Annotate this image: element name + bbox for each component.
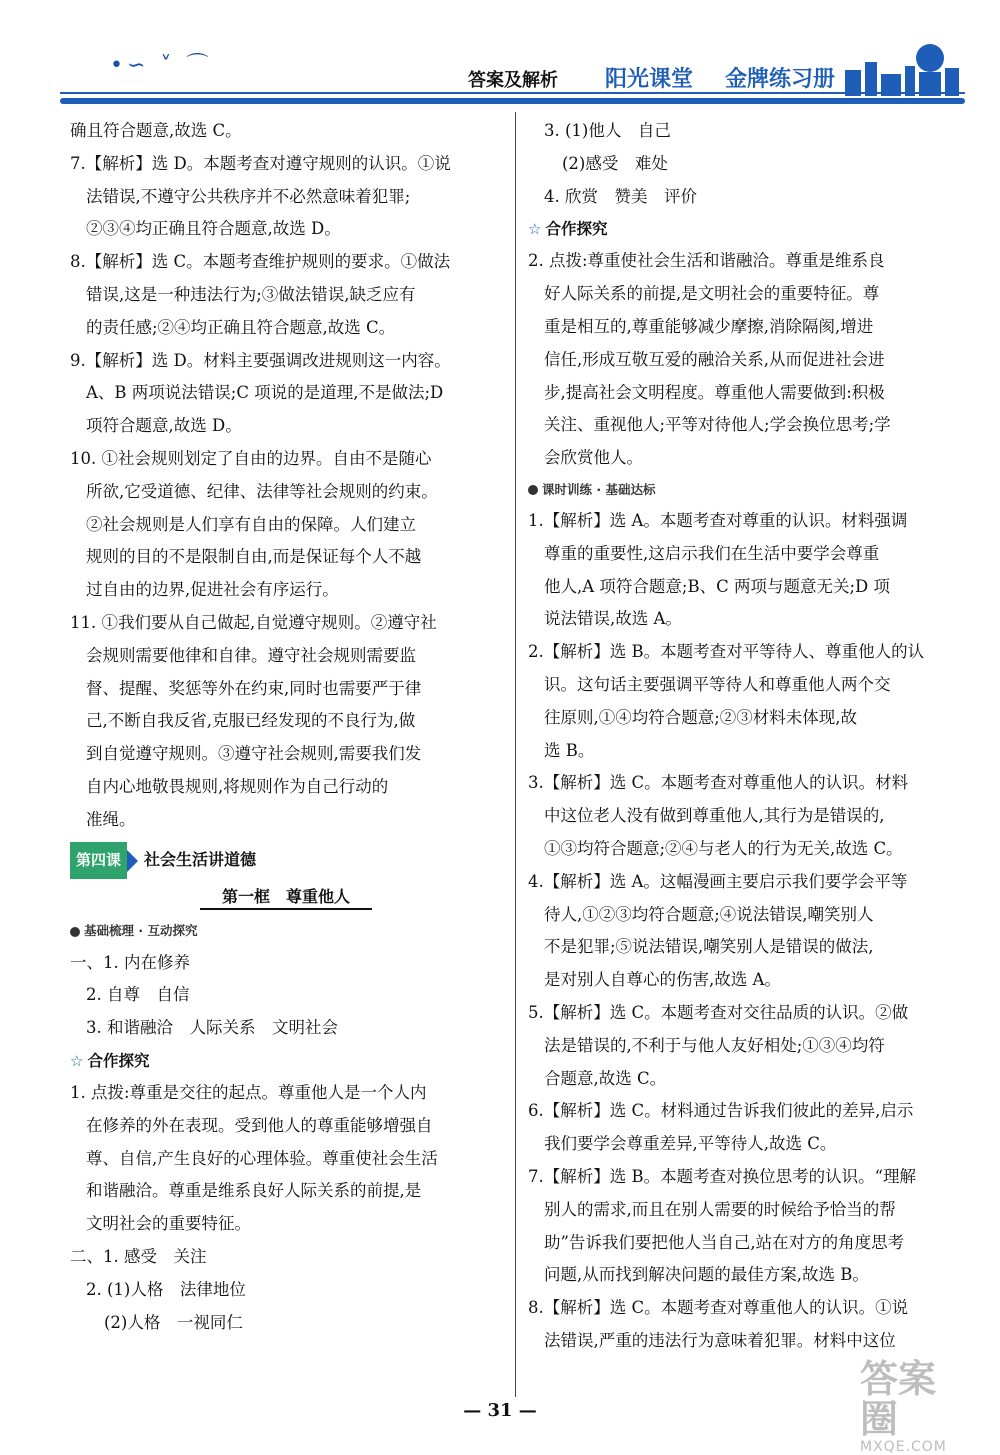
lesson-title: 社会生活讲道德 bbox=[144, 850, 257, 870]
q11-line: 准绳。 bbox=[86, 809, 136, 829]
t8-line: 法错误,严重的违法行为意味着犯罪。材料中这位 bbox=[544, 1330, 896, 1350]
t1-line: 说法错误,故选 A。 bbox=[544, 609, 682, 629]
frame-title: 第一框 尊重他人 bbox=[200, 887, 372, 910]
page-header bbox=[60, 40, 965, 110]
q10-line: ②社会规则是人们享有自由的保障。人们建立 bbox=[86, 514, 416, 534]
arrow-right-icon bbox=[127, 850, 138, 872]
coop-line: 1. 点拨:尊重是交往的起点。尊重他人是一个人内 bbox=[70, 1082, 427, 1102]
q7-line: 7.【解析】选 D。本题考查对遵守规则的认识。①说 bbox=[70, 153, 451, 173]
coop-line: 步,提高社会文明程度。尊重他人需要做到:积极 bbox=[544, 382, 885, 402]
q7-line: 法错误,不遵守公共秩序并不必然意味着犯罪; bbox=[86, 186, 411, 206]
q9-line: 项符合题意,故选 D。 bbox=[86, 416, 242, 436]
answer-line: 3. 和谐融洽 人际关系 文明社会 bbox=[86, 1018, 338, 1038]
t4-line: 是对别人自尊心的伤害,故选 A。 bbox=[544, 970, 781, 990]
t8-line: 8.【解析】选 C。本题考查对尊重他人的认识。①说 bbox=[528, 1298, 909, 1318]
watermark-logo bbox=[860, 1357, 970, 1455]
coop-line: 在修养的外在表现。受到他人的尊重能够增强自 bbox=[86, 1115, 433, 1135]
coop-section-label: 合作探究 bbox=[87, 1051, 150, 1070]
answer-line: 4. 欣赏 赞美 评价 bbox=[544, 186, 697, 206]
q8-line: 的责任感;②④均正确且符合题意,故选 C。 bbox=[86, 317, 396, 337]
t4-line: 4.【解析】选 A。这幅漫画主要启示我们要学会平等 bbox=[528, 871, 908, 891]
coop-line: 关注、重视他人;平等对待他人;学会换位思考;学 bbox=[544, 415, 891, 435]
q11-line: 11. ①我们要从自己做起,自觉遵守规则。②遵守社 bbox=[70, 612, 437, 632]
q7-line: ②③④均正确且符合题意,故选 D。 bbox=[86, 219, 341, 239]
t2-line: 2.【解析】选 B。本题考查对平等待人、尊重他人的认 bbox=[528, 642, 925, 662]
watermark-text: 答案圈 bbox=[860, 1357, 937, 1441]
t5-line: 合题意,故选 C。 bbox=[544, 1068, 667, 1088]
answer-line: 2. (1)人格 法律地位 bbox=[86, 1279, 246, 1299]
page-number: — 31 — bbox=[463, 1400, 537, 1421]
t5-line: 法是错误的,不利于与他人友好相处;①③④均符 bbox=[544, 1035, 885, 1055]
coop-line: 文明社会的重要特征。 bbox=[86, 1214, 251, 1234]
basic-section-label: 基础梳理 · 互动探究 bbox=[84, 923, 198, 939]
birds-decoration-icon: •∽ ˅ ⌒ bbox=[110, 53, 213, 78]
q10-line: 所欲,它受道德、纪律、法律等社会规则的约束。 bbox=[86, 481, 438, 501]
training-section-heading bbox=[528, 475, 963, 505]
q10-line: 规则的目的不是限制自由,而是保证每个人不越 bbox=[86, 547, 422, 567]
t3-line: 3.【解析】选 C。本题考查对尊重他人的认识。材料 bbox=[528, 773, 909, 793]
coop-section-heading bbox=[528, 213, 963, 245]
star-icon: ☆ bbox=[70, 1051, 84, 1070]
star-icon: ☆ bbox=[528, 220, 542, 238]
city-skyline-icon bbox=[835, 40, 965, 96]
answer-line: 3. (1)他人 自己 bbox=[544, 121, 671, 140]
section-bullet-icon bbox=[70, 927, 80, 937]
coop-line: 和谐融洽。尊重是维系良好人际关系的前提,是 bbox=[86, 1181, 422, 1201]
basic-section-heading bbox=[70, 917, 502, 947]
coop-section-label: 合作探究 bbox=[545, 220, 608, 238]
answers-label: 答案及解析 bbox=[468, 70, 558, 91]
t1-line: 1.【解析】选 A。本题考查对尊重的认识。材料强调 bbox=[528, 510, 908, 530]
q10-line: 过自由的边界,促进社会有序运行。 bbox=[86, 580, 339, 600]
t2-line: 识。这句话主要强调平等待人和尊重他人两个交 bbox=[544, 674, 891, 694]
lesson-tag: 第四课 bbox=[70, 842, 127, 879]
watermark-url: MXQE.COM bbox=[860, 1439, 947, 1455]
coop-line: 尊、自信,产生良好的心理体验。尊重使社会生活 bbox=[86, 1148, 438, 1168]
q11-line: 到自觉遵守规则。③遵守社会规则,需要我们发 bbox=[86, 744, 422, 764]
t4-line: 不是犯罪;⑤说法错误,嘲笑别人是错误的做法, bbox=[544, 937, 874, 957]
t4-line: 待人,①②③均符合题意;④说法错误,嘲笑别人 bbox=[544, 904, 874, 924]
answer-line: 一、1. 内在修养 bbox=[70, 952, 190, 972]
book-name: 金牌练习册 bbox=[725, 67, 836, 92]
q8-line: 错误,这是一种违法行为;③做法错误,缺乏应有 bbox=[86, 284, 416, 304]
q11-line: 己,不断自我反省,克服已经发现的不良行为,做 bbox=[86, 711, 416, 731]
left-column bbox=[70, 115, 502, 1339]
t1-line: 尊重的重要性,这启示我们在生活中要学会尊重 bbox=[544, 543, 880, 563]
t1-line: 他人,A 项符合题意;B、C 两项与题意无关;D 项 bbox=[544, 576, 890, 596]
section-bullet-icon bbox=[528, 485, 538, 495]
q10-line: 10. ①社会规则划定了自由的边界。自由不是随心 bbox=[70, 448, 432, 468]
t3-line: 中这位老人没有做到尊重他人,其行为是错误的, bbox=[544, 806, 885, 826]
t2-line: 选 B。 bbox=[544, 740, 595, 760]
coop-line: 2. 点拨:尊重使社会生活和谐融洽。尊重是维系良 bbox=[528, 251, 885, 271]
q11-line: 会规则需要他律和自律。遵守社会规则需要监 bbox=[86, 645, 416, 665]
column-divider bbox=[515, 112, 516, 1397]
t7-line: 7.【解析】选 B。本题考查对换位思考的认识。“理解 bbox=[528, 1166, 917, 1186]
header-rule bbox=[60, 98, 965, 104]
q9-line: A、B 两项说法错误;C 项说的是道理,不是做法;D bbox=[86, 383, 444, 403]
frame-heading bbox=[70, 881, 502, 917]
t2-line: 往原则,①④均符合题意;②③材料未体现,故 bbox=[544, 707, 858, 727]
t7-line: 问题,从而找到解决问题的最佳方案,故选 B。 bbox=[544, 1265, 869, 1285]
q11-line: 督、提醒、奖惩等外在约束,同时也需要严于律 bbox=[86, 678, 422, 698]
t6-line: 我们要学会尊重差异,平等待人,故选 C。 bbox=[544, 1134, 837, 1154]
t3-line: ①③均符合题意;②④与老人的行为无关,故选 C。 bbox=[544, 838, 903, 858]
answer-line: (2)人格 一视同仁 bbox=[104, 1312, 243, 1332]
answer-line: 二、1. 感受 关注 bbox=[70, 1246, 207, 1266]
q11-line: 自内心地敬畏规则,将规则作为自己行动的 bbox=[86, 776, 389, 796]
t7-line: 别人的需求,而且在别人需要的时候给予恰当的帮 bbox=[544, 1199, 896, 1219]
answer-line: 2. 自尊 自信 bbox=[86, 985, 190, 1005]
lesson-heading bbox=[70, 841, 502, 881]
answer-line: (2)感受 难处 bbox=[562, 153, 668, 173]
right-column bbox=[528, 115, 963, 1358]
brand-name: 阳光课堂 bbox=[605, 67, 694, 92]
coop-line: 信任,形成互敬互爱的融洽关系,从而促进社会进 bbox=[544, 349, 885, 369]
t5-line: 5.【解析】选 C。本题考查对交往品质的认识。②做 bbox=[528, 1002, 909, 1022]
coop-line: 会欣赏他人。 bbox=[544, 448, 643, 468]
text-line: 确且符合题意,故选 C。 bbox=[70, 121, 242, 140]
t6-line: 6.【解析】选 C。材料通过告诉我们彼此的差异,启示 bbox=[528, 1101, 914, 1121]
coop-section-heading bbox=[70, 1045, 502, 1077]
coop-line: 好人际关系的前提,是文明社会的重要特征。尊 bbox=[544, 284, 880, 304]
coop-line: 重是相互的,尊重能够减少摩擦,消除隔阂,增进 bbox=[544, 316, 874, 336]
training-section-label: 课时训练 · 基础达标 bbox=[542, 481, 656, 497]
q9-line: 9.【解析】选 D。材料主要强调改进规则这一内容。 bbox=[70, 350, 451, 370]
t7-line: 助”告诉我们要把他人当自己,站在对方的角度思考 bbox=[544, 1232, 905, 1252]
q8-line: 8.【解析】选 C。本题考查维护规则的要求。①做法 bbox=[70, 252, 451, 272]
